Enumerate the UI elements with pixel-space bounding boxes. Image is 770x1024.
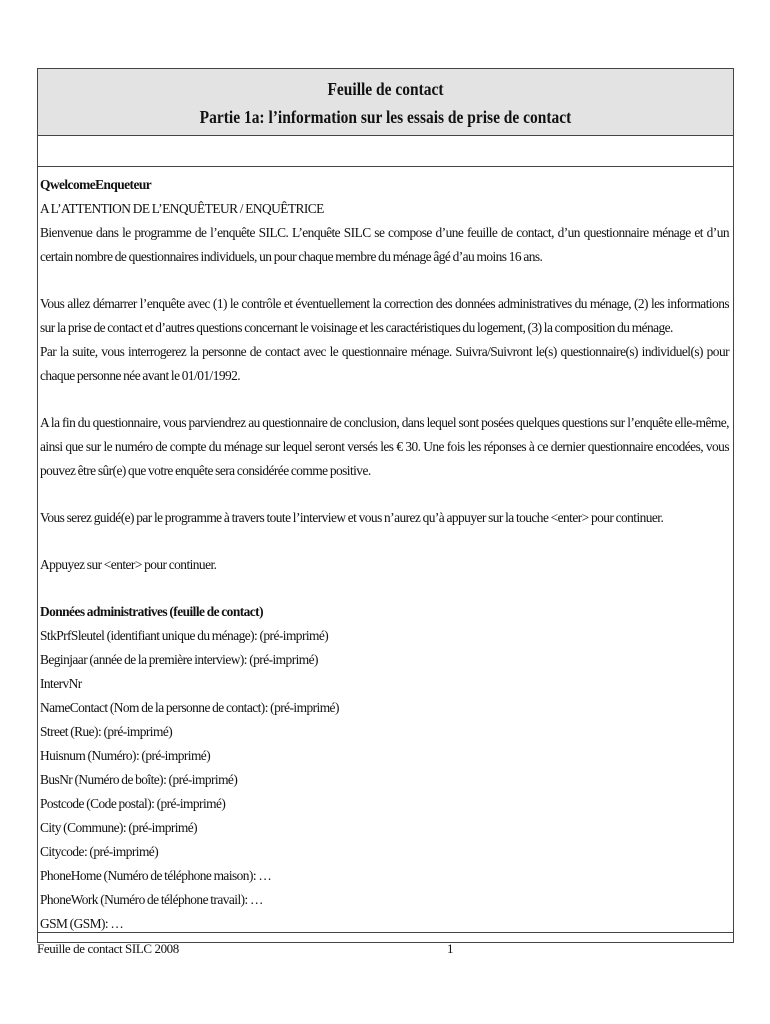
field-beginjaar: Beginjaar (année de la première interview): (pré-imprimé) xyxy=(40,652,318,667)
page-subtitle: Partie 1a: l’information sur les essais de prise de contact xyxy=(199,107,572,127)
field-phonework: PhoneWork (Numéro de téléphone travail): … xyxy=(40,892,263,907)
field-namecontact: NameContact (Nom de la personne de contact): (pré-imprimé) xyxy=(40,700,339,715)
footer-label: Feuille de contact SILC 2008 xyxy=(37,941,179,956)
title-box xyxy=(38,69,733,136)
paragraph-continue: Appuyez sur <enter> pour continuer. xyxy=(40,557,217,572)
contact-sheet-page xyxy=(37,68,734,943)
page-title: Feuille de contact xyxy=(327,79,444,99)
paragraph-start: Vous allez démarrer l’enquête avec (1) le contrôle et éventuellement la correction des données administratives du ménage, (2) les informations sur la prise de contact et d’autres questions concernant le voisinage et les caractéristiques du logement, (3) la composition du ménage. xyxy=(40,296,729,335)
field-gsm: GSM (GSM): … xyxy=(40,916,124,931)
paragraph-conclusion: A la fin du questionnaire, vous parviendrez au questionnaire de conclusion, dans lequel sont posées quelques questions sur l’enquête elle-même, ainsi que sur le numéro de compte du ménage sur lequel seront versés les € 30. Une fois les réponses à ce dernier questionnaire encodées, vous pouvez être sûr(e) que votre enquête sera considérée comme positive. xyxy=(40,415,729,478)
blank-row xyxy=(38,136,733,167)
field-postcode: Postcode (Code postal): (pré-imprimé) xyxy=(40,796,226,811)
page-number: 1 xyxy=(447,941,454,956)
paragraph-followup: Par la suite, vous interrogerez la personne de contact avec le questionnaire ménage. Suivra/Suivront le(s) questionnaire(s) individuel(s) pour chaque personne née avant le 01/01/1992. xyxy=(40,344,729,383)
field-huisnum: Huisnum (Numéro): (pré-imprimé) xyxy=(40,748,211,763)
field-stkprfsleutel: StkPrfSleutel (identifiant unique du ménage): (pré-imprimé) xyxy=(40,628,329,643)
page-footer xyxy=(37,932,734,956)
attention-line: A L’ATTENTION DE L’ENQUÊTEUR / ENQUÊTRICE xyxy=(40,201,324,216)
paragraph-welcome: Bienvenue dans le programme de l’enquête SILC. L’enquête SILC se compose d’une feuille de contact, d’un questionnaire ménage et d’un certain nombre de questionnaires individuels, un pour chaque membre du ménage âgé d’au moins 16 ans. xyxy=(40,225,729,264)
field-phonehome: PhoneHome (Numéro de téléphone maison): … xyxy=(40,868,272,883)
field-busnr: BusNr (Numéro de boîte): (pré-imprimé) xyxy=(40,772,238,787)
field-citycode: Citycode: (pré-imprimé) xyxy=(40,844,159,859)
field-street: Street (Rue): (pré-imprimé) xyxy=(40,724,173,739)
form-content xyxy=(38,167,733,942)
field-city: City (Commune): (pré-imprimé) xyxy=(40,820,198,835)
field-intervnr: IntervNr xyxy=(40,676,82,691)
section-id: QwelcomeEnqueteur xyxy=(40,177,152,192)
admin-heading: Données administratives (feuille de contact) xyxy=(40,604,263,619)
paragraph-guidance: Vous serez guidé(e) par le programme à travers toute l’interview et vous n’aurez qu’à appuyer sur la touche <enter> pour continuer. xyxy=(40,510,664,525)
form-frame xyxy=(37,68,734,943)
